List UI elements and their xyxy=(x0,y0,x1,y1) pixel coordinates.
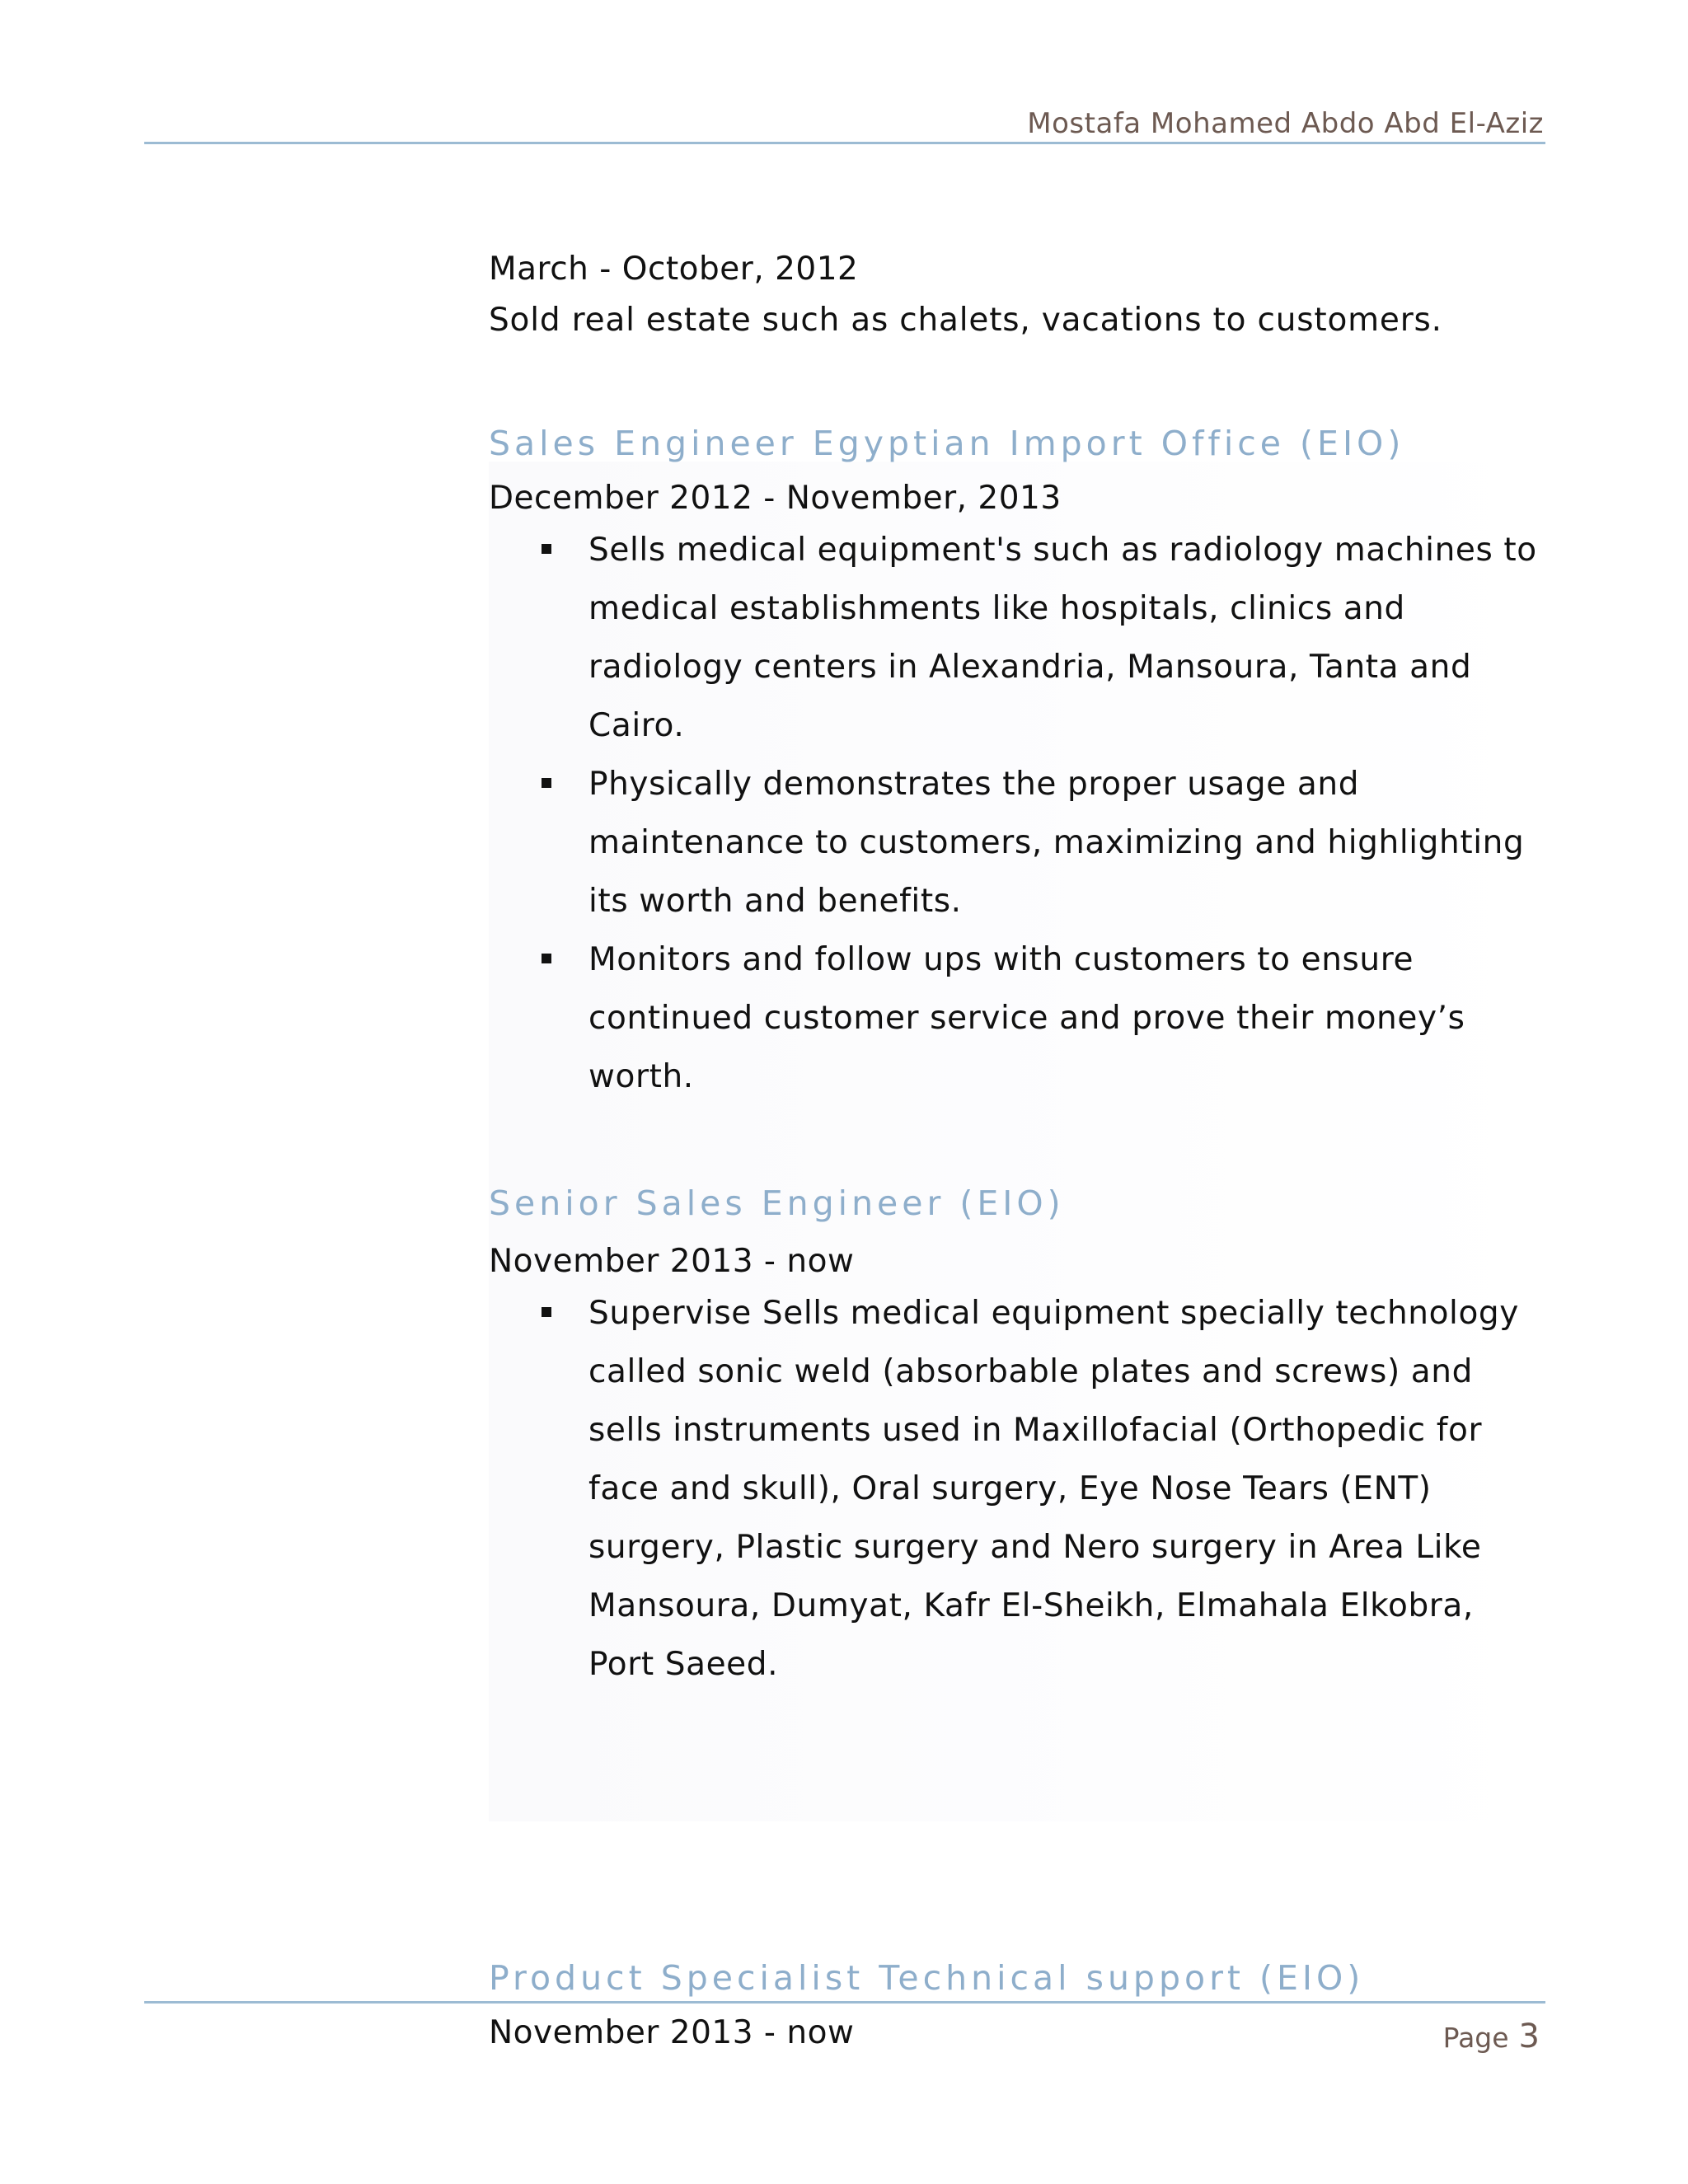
list-item-text: Monitors and follow ups with customers to ensure continued customer service and prove their money’s worth. xyxy=(588,941,1465,1095)
list-item-text: Sells medical equipment's such as radiology machines to medical establishments like hospitals, clinics and radiology centers in Alexandria, Mansoura, Tanta and Cairo. xyxy=(588,532,1537,744)
footer-divider xyxy=(144,2001,1545,2004)
header-divider xyxy=(144,142,1545,144)
job-sales-engineer xyxy=(489,420,1545,1106)
bullet-icon xyxy=(542,954,551,963)
job-date: December 2012 - November, 2013 xyxy=(489,480,1062,517)
header-name: Mostafa Mohamed Abdo Abd El-Aziz xyxy=(1027,107,1544,140)
bullet-icon xyxy=(542,544,551,554)
job-date: November 2013 - now xyxy=(489,2014,855,2051)
bullet-icon xyxy=(542,1307,551,1317)
job-title: Product Specialist Technical support (EIO) xyxy=(489,1958,1365,1998)
job-date: November 2013 - now xyxy=(489,1243,855,1280)
list-item-text: Physically demonstrates the proper usage and maintenance to customers, maximizing and highlighting its worth and benefits. xyxy=(588,766,1525,920)
job-title: Sales Engineer Egyptian Import Office (EIO) xyxy=(489,424,1405,463)
list-item xyxy=(489,930,1545,1106)
list-item-text: Supervise Sells medical equipment specially technology called sonic weld (absorbable plates and screws) and sells instruments used in Maxillofacial (Orthopedic for face and skull), Oral surgery, Eye Nose Tears (ENT) surgery, Plastic surgery and Nero surgery in Area Like Mansoura, Dumyat, Kafr El-Sheikh, Elmahala Elkobra, Port Saeed. xyxy=(588,1295,1519,1683)
job-senior-sales-engineer xyxy=(489,1180,1545,1694)
job-real-estate xyxy=(489,247,1545,349)
job-title: Senior Sales Engineer (EIO) xyxy=(489,1183,1065,1223)
list-item xyxy=(489,521,1545,755)
job-product-specialist xyxy=(489,1955,1545,2055)
page-label: Page xyxy=(1442,2022,1509,2054)
job-duties-list xyxy=(489,1284,1545,1694)
job-duties-list xyxy=(489,521,1545,1106)
page-number xyxy=(1443,2018,1540,2055)
list-item xyxy=(489,1284,1545,1694)
bullet-icon xyxy=(542,778,551,788)
job-description: Sold real estate such as chalets, vacations to customers. xyxy=(489,302,1442,339)
page-value: 3 xyxy=(1518,2018,1540,2055)
list-item xyxy=(489,755,1545,930)
job-date: March - October, 2012 xyxy=(489,251,859,288)
